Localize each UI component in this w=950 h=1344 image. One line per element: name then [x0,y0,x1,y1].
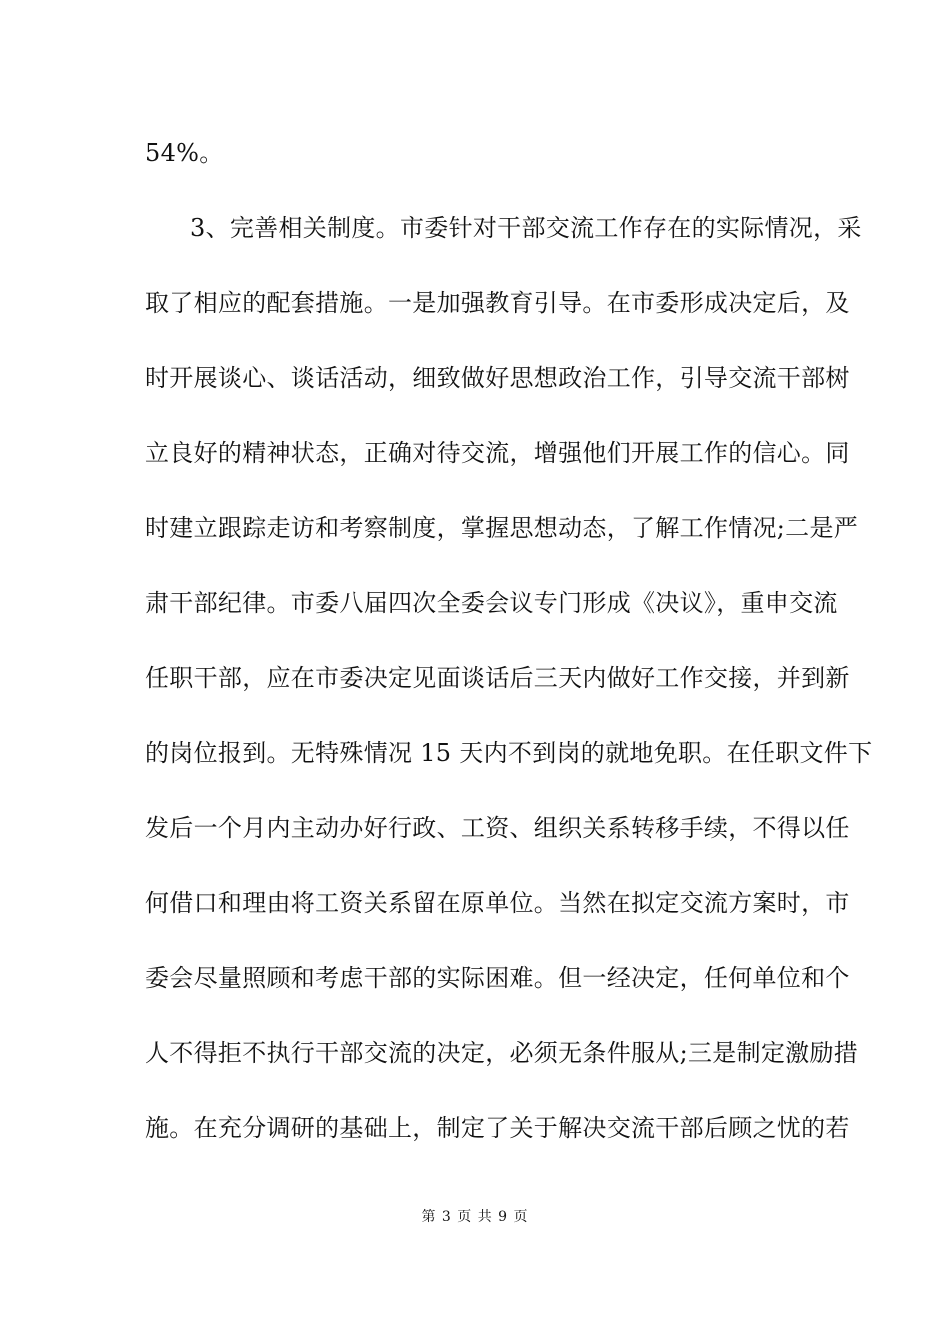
text-line: 时建立跟踪走访和考察制度，掌握思想动态，了解工作情况;二是严 [145,514,859,542]
text-line: 肃干部纪律。市委八届四次全委会议专门形成《决议》，重申交流 [145,589,838,617]
text-line: 任职干部，应在市委决定见面谈话后三天内做好工作交接，并到新 [145,664,850,692]
text-line: 施。在充分调研的基础上，制定了关于解决交流干部后顾之忧的若 [145,1114,850,1142]
text-line: 的岗位报到。无特殊情况 15 天内不到岗的就地免职。在任职文件下 [145,739,873,767]
text-line: 54%。 [145,139,224,167]
text-line: 立良好的精神状态，正确对待交流，增强他们开展工作的信心。同 [145,439,850,467]
text-line: 发后一个月内主动办好行政、工资、组织关系转移手续，不得以任 [145,814,850,842]
text-line: 取了相应的配套措施。一是加强教育引导。在市委形成决定后，及 [145,289,850,317]
text-line: 委会尽量照顾和考虑干部的实际困难。但一经决定，任何单位和个 [145,964,850,992]
text-line: 人不得拒不执行干部交流的决定，必须无条件服从;三是制定激励措 [145,1039,859,1067]
text-line: 3、完善相关制度。市委针对干部交流工作存在的实际情况，采 [190,214,862,242]
page-number-footer: 第 3 页 共 9 页 [421,1209,529,1225]
text-line: 何借口和理由将工资关系留在原单位。当然在拟定交流方案时，市 [145,889,850,917]
text-line: 时开展谈心、谈话活动，细致做好思想政治工作，引导交流干部树 [145,364,850,392]
